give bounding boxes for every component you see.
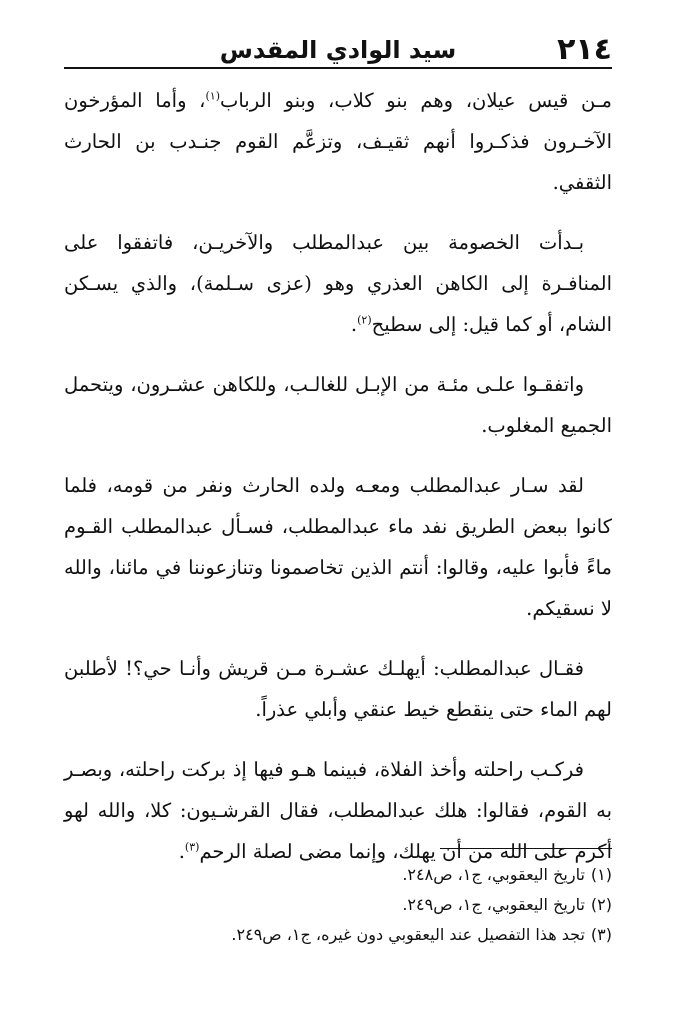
paragraph-3 (64, 364, 612, 446)
paragraph-text: ، وأما المؤرخون الآخـرون فذكـروا أنهم ثقيـف، وتزعَّم القوم جنـدب بن الحارث الثقفي. (64, 89, 612, 194)
footnote-3 (64, 920, 612, 950)
paragraph-4 (64, 465, 612, 629)
paragraph-text: . (178, 840, 185, 863)
footnote-text: تاريخ اليعقوبي، ج١، ص٢٤٨. (402, 865, 585, 884)
paragraph-1 (64, 80, 612, 203)
paragraph-text: مـن قيس عيلان، وهم بنو كلاب، وبنو الرباب (220, 89, 612, 112)
paragraph-text: . (350, 313, 358, 336)
footnote-rule (440, 848, 612, 849)
header-rule (64, 67, 612, 69)
footnote-ref-1: (١) (205, 89, 220, 103)
footnote-2 (64, 890, 612, 920)
paragraph-6 (64, 749, 612, 872)
paragraph-text: بـدأت الخصومة بين عبدالمطلب والآخريـن، فاتفقوا على المنافـرة إلى الكاهن العذري وهو (عزى سـلمة)، والذي يسـكن الشام، أو كما قيل: إلى سطيح (64, 231, 612, 336)
footnote-text: تجد هذا التفصيل عند اليعقوبي دون غيره، ج١، ص٢٤٩. (231, 925, 585, 944)
footnote-number: (٢) (590, 895, 612, 914)
footnote-ref-3: (٣) (184, 840, 200, 854)
footnote-1 (64, 860, 612, 890)
page-number: ٢١٤ (557, 32, 612, 67)
footnote-text: تاريخ اليعقوبي، ج١، ص٢٤٩. (402, 895, 585, 914)
body-text (64, 80, 612, 891)
footnote-number: (٣) (590, 925, 612, 944)
book-title: سيد الوادي المقدس (219, 36, 457, 64)
paragraph-5 (64, 648, 612, 730)
paragraph-text: لقد سـار عبدالمطلب ومعـه ولده الحارث ونفر من قومه، فلما كانوا ببعض الطريق نفد ماء عبدالمطلب، فسـأل عبدالمطلب القـوم ماءً فأبوا عليه، وقالوا: أنتم الذين تخاصمونا وتنازعوننا في مائنا، والله لا نسقيكم. (64, 474, 612, 620)
paragraph-text: واتفقـوا علـى مئـة من الإبـل للغالـب، وللكاهن عشـرون، ويتحمل الجميع المغلوب. (64, 373, 612, 437)
paragraph-text: فركـب راحلته وأخذ الفلاة، فبينما هـو فيها إذ بركت راحلته، وبصـر به القوم، فقالوا: هلك عبدالمطلب، فقال القرشـيون: كلا، والله لهو أكرم على الله من أن يهلك، وإنما مضى لصلة الرحم (64, 758, 612, 863)
paragraph-text: فقـال عبدالمطلب: أيهلـك عشـرة مـن قريش وأنـا حي؟! لأطلبن لهم الماء حتى ينقطع خيط عنقي وأبلي عذراً. (64, 657, 612, 721)
footnote-ref-2: (٢) (357, 313, 372, 327)
running-header (64, 24, 612, 68)
footnote-number: (١) (590, 865, 612, 884)
footnotes (64, 860, 612, 950)
paragraph-2 (64, 222, 612, 345)
